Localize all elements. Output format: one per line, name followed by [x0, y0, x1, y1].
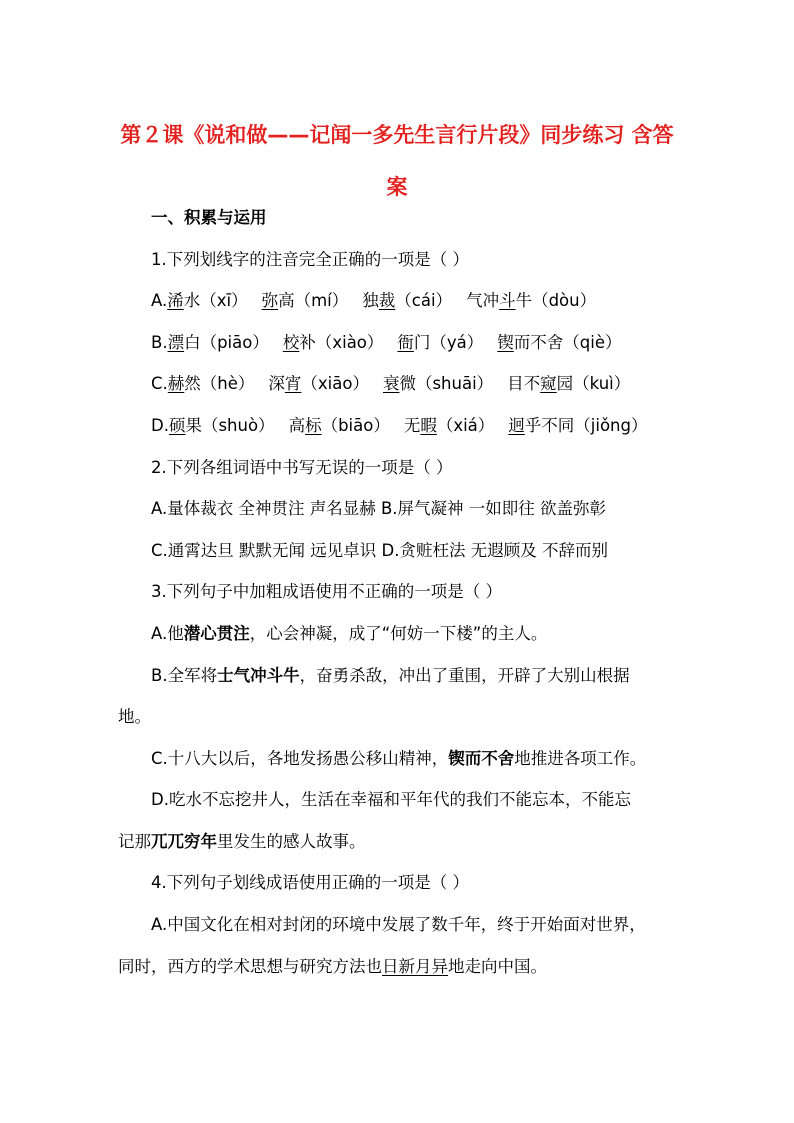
- question-1-stem: 1.下列划线字的注音完全正确的一项是（ ）: [151, 250, 469, 269]
- question-4-stem: 4.下列句子划线成语使用正确的一项是（ ）: [151, 873, 469, 892]
- section-heading: 一、积累与运用: [151, 208, 267, 227]
- question-3-option-c: C.十八大以后，各地发扬愚公移山精神，锲而不舍地推进各项工作。: [151, 749, 647, 768]
- question-4-option-a-line1: A.中国文化在相对封闭的环境中发展了数千年，终于开始面对世界，: [151, 915, 646, 934]
- question-3-stem: 3.下列句子中加粗成语使用不正确的一项是（ ）: [151, 582, 502, 601]
- question-1-option-b: B.漂白（piāo） 校补（xiào） 衙门（yá） 锲而不舍（qiè）: [151, 333, 622, 352]
- question-2-options-cd: C.通霄达旦 默默无闻 远见卓识 D.贪赃枉法 无遐顾及 不辞而别: [151, 541, 608, 560]
- document-title-line1: 第２课《说和做——记闻一多先生言行片段》同步练习 含答: [120, 123, 674, 147]
- question-4-option-a-line2: 同时，西方的学术思想与研究方法也日新月异地走向中国。: [118, 957, 547, 976]
- question-2-stem: 2.下列各组词语中书写无误的一项是（ ）: [151, 458, 453, 477]
- question-2-options-ab: A.量体裁衣 全神贯注 声名显赫 B.屏气凝神 一如即往 欲盖弥彰: [151, 499, 607, 518]
- question-1-option-c: C.赫然（hè） 深宵（xiāo） 衰微（shuāi） 目不窥园（kuì）: [151, 374, 631, 393]
- question-1-option-d: D.硕果（shuò） 高标（biāo） 无暇（xiá） 迥乎不同（jiǒng）: [151, 416, 648, 435]
- question-1-option-a: A.浠水（xī） 弥高（mí） 独裁（cái） 气冲斗牛（dòu）: [151, 291, 597, 310]
- question-3-option-b: B.全军将士气冲斗牛，奋勇杀敌，冲出了重围，开辟了大别山根据: [151, 666, 630, 685]
- question-3-option-b-cont: 地。: [118, 707, 151, 726]
- question-3-option-d-line2: 记那兀兀穷年里发生的感人故事。: [118, 832, 366, 851]
- question-3-option-d-line1: D.吃水不忘挖井人，生活在幸福和平年代的我们不能忘本，不能忘: [151, 790, 631, 809]
- document-title-line2: 案: [386, 175, 408, 199]
- question-3-option-a: A.他潜心贯注，心会神凝，成了“何妨一下楼”的主人。: [151, 624, 548, 643]
